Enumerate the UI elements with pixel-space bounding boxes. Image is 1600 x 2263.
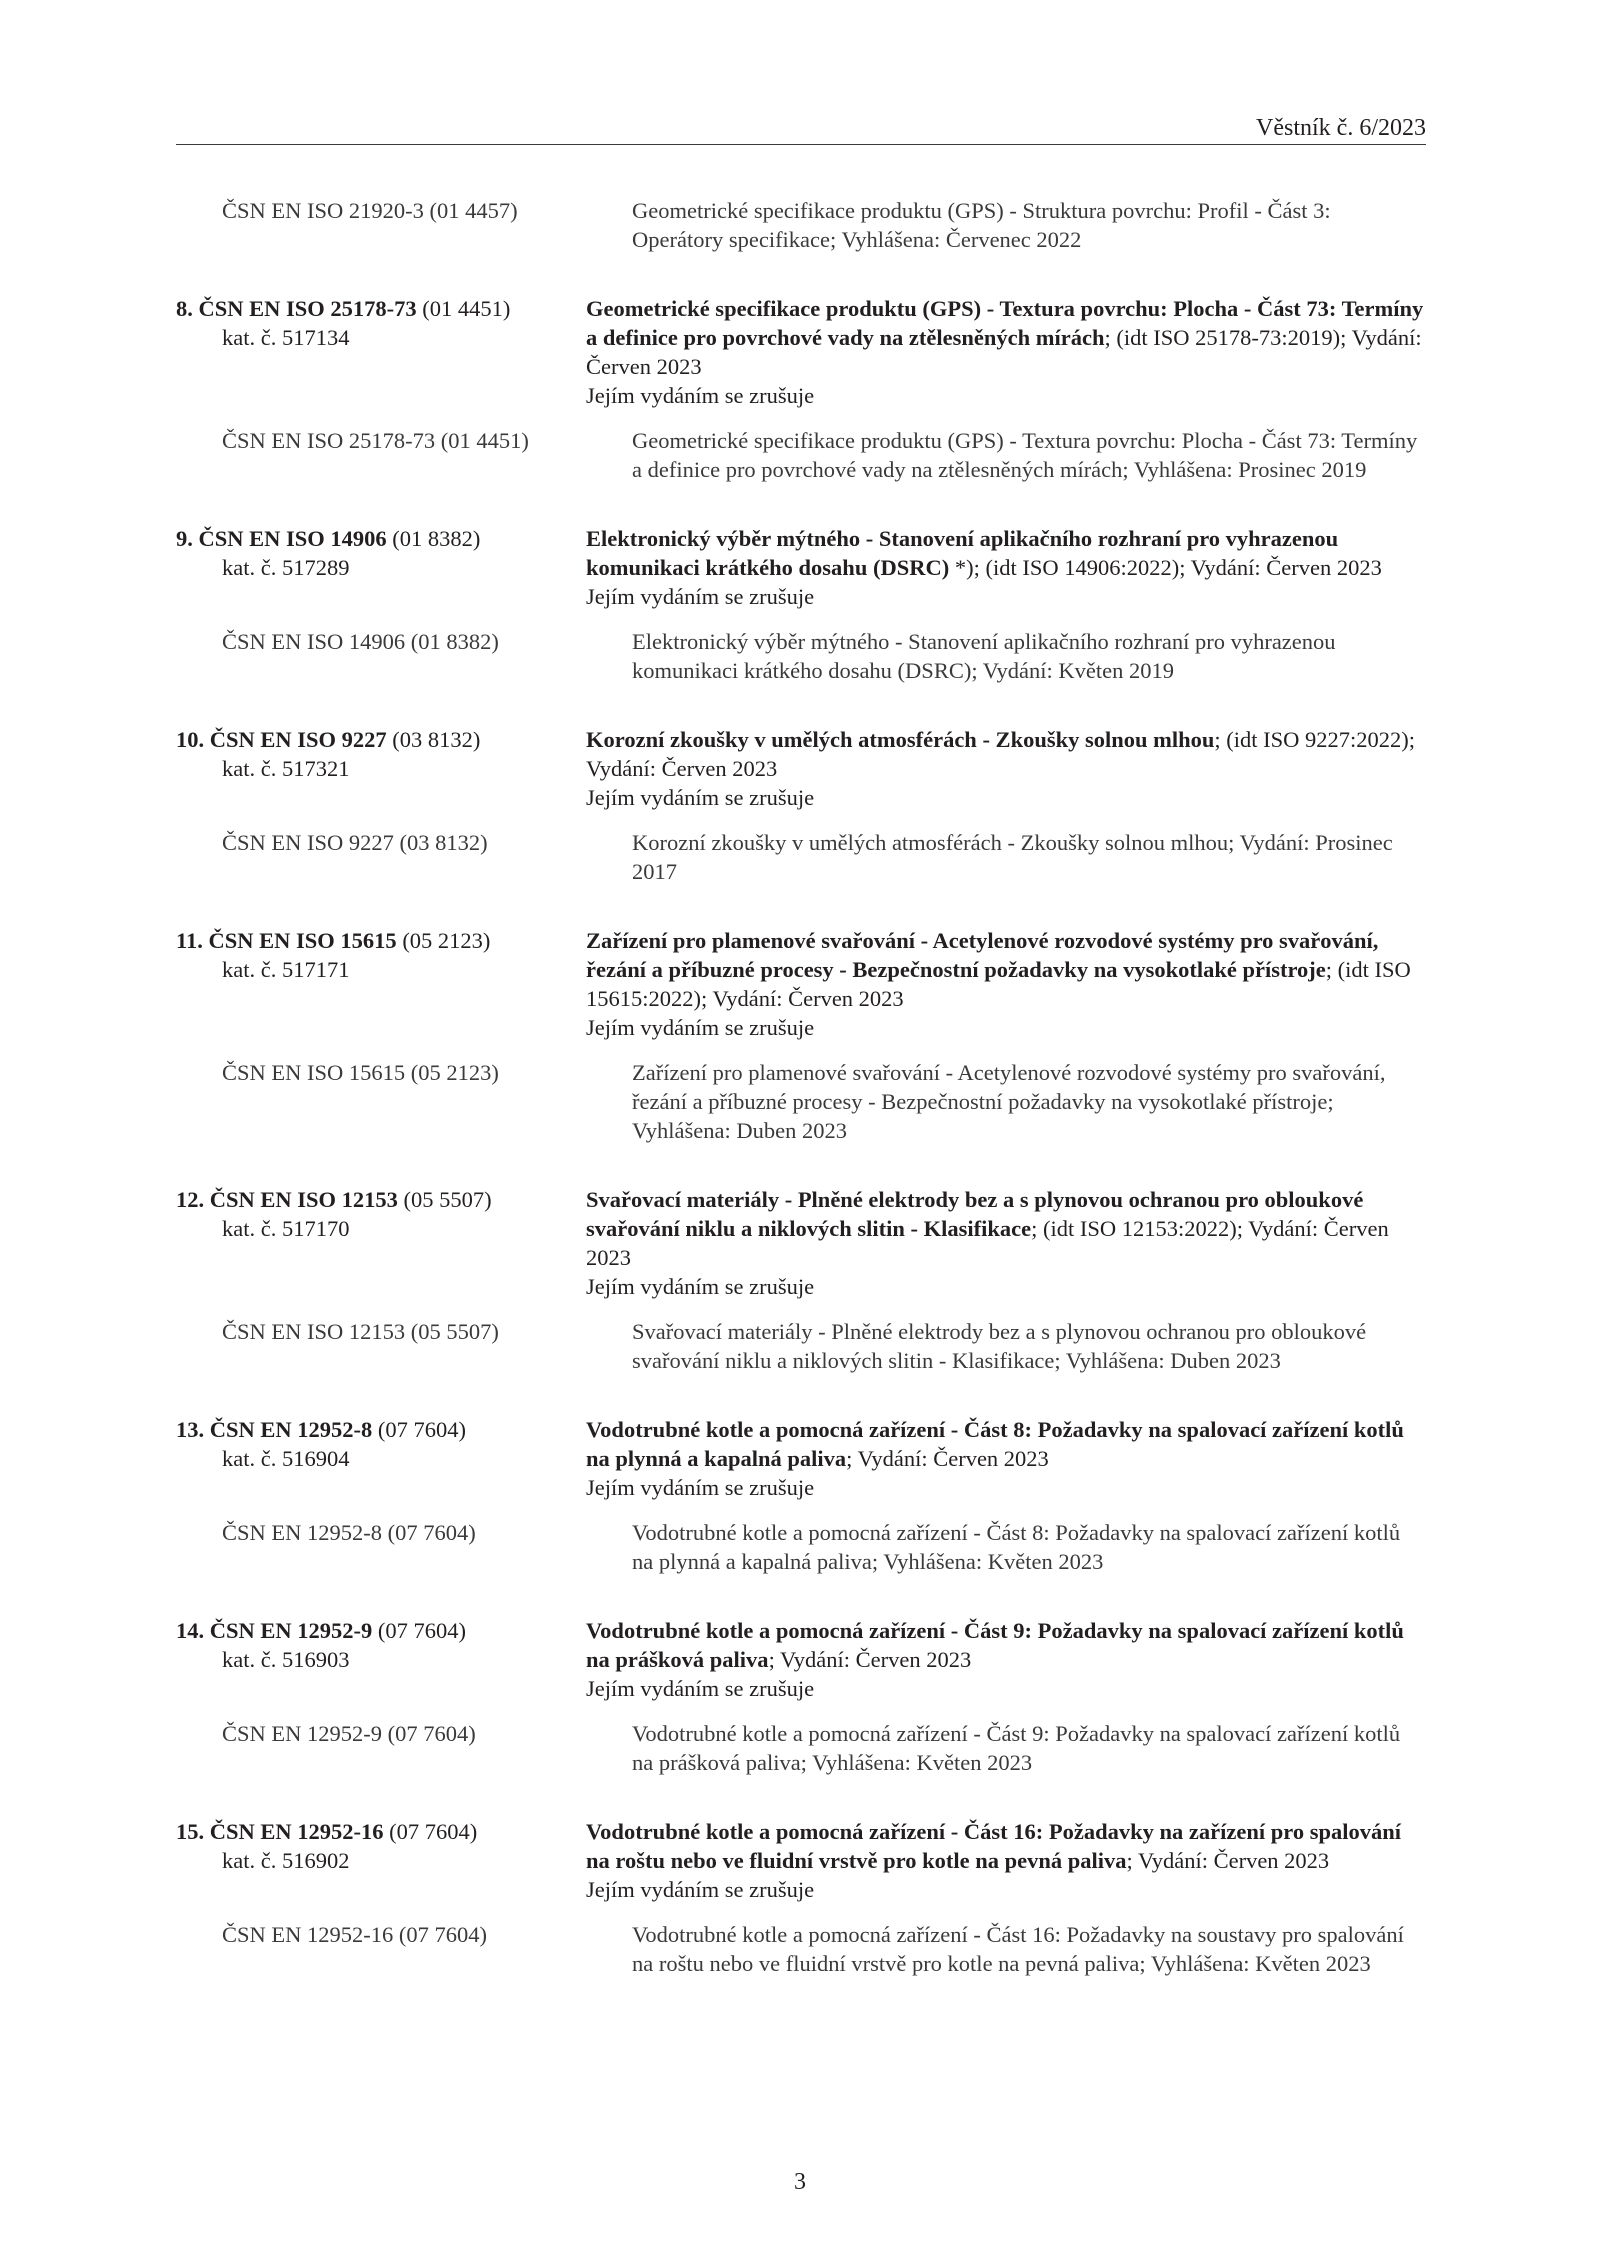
withdrawn-standard-row bbox=[176, 1518, 1426, 1576]
catalog-number: kat. č. 516903 bbox=[222, 1647, 350, 1672]
standard-code: ČSN EN ISO 12153 bbox=[209, 1187, 398, 1212]
supersedes-note: Jejím vydáním se zrušuje bbox=[586, 383, 815, 408]
withdrawn-standard-title: Korozní zkoušky v umělých atmosférách - Zkoušky solnou mlhou; Vydání: Prosinec 2017 bbox=[632, 830, 1393, 884]
entry-number: 15. bbox=[176, 1819, 205, 1844]
entry-spacer bbox=[176, 484, 1426, 524]
entry-spacer bbox=[176, 1375, 1426, 1415]
new-standard-id bbox=[176, 524, 586, 611]
withdrawn-standard-title: Svařovací materiály - Plněné elektrody bez a s plynovou ochranou pro obloukové svařování niklu a niklových slitin - Klasifikace; Vyhlášena: Duben 2023 bbox=[632, 1319, 1367, 1373]
withdrawn-standard-row bbox=[176, 1920, 1426, 1978]
lead-standard-code: ČSN EN ISO 21920-3 (01 4457) bbox=[222, 198, 518, 223]
standard-title: Elektronický výběr mýtného - Stanovení aplikačního rozhraní pro vyhrazenou komunikaci krátkého dosahu (DSRC) bbox=[586, 526, 1339, 580]
new-standard-id bbox=[176, 1616, 586, 1703]
new-standard-text bbox=[586, 725, 1426, 812]
new-standard-id bbox=[176, 1185, 586, 1301]
supersedes-note: Jejím vydáním se zrušuje bbox=[586, 584, 815, 609]
standard-details: ; (idt ISO 9227:2022); Vydání: Červen 2023 bbox=[586, 727, 1416, 781]
entry-number: 8. bbox=[176, 296, 193, 321]
standard-code: ČSN EN ISO 14906 bbox=[198, 526, 387, 551]
standard-details: ; (idt ISO 12153:2022); Vydání: Červen 2023 bbox=[586, 1216, 1389, 1270]
supersedes-note: Jejím vydáním se zrušuje bbox=[586, 785, 815, 810]
new-standard-id bbox=[176, 725, 586, 812]
entry-number: 14. bbox=[176, 1618, 205, 1643]
new-standard-id bbox=[176, 1415, 586, 1502]
supersedes-note: Jejím vydáním se zrušuje bbox=[586, 1274, 815, 1299]
standard-entry bbox=[176, 886, 1426, 1145]
old-spacer bbox=[176, 1904, 1426, 1920]
new-standard-row bbox=[176, 1817, 1426, 1904]
standard-title: Zařízení pro plamenové svařování - Acetylenové rozvodové systémy pro svařování, řezání a příbuzné procesy - Bezpečnostní požadavky na vysokotlaké přístroje bbox=[586, 928, 1379, 982]
new-standard-id bbox=[176, 926, 586, 1042]
new-standard-text bbox=[586, 1817, 1426, 1904]
catalog-number: kat. č. 517170 bbox=[222, 1216, 350, 1241]
standard-title: Vodotrubné kotle a pomocná zařízení - Část 16: Požadavky na zařízení pro spalování na roštu nebo ve fluidní vrstvě pro kotle na pevná paliva bbox=[586, 1819, 1402, 1873]
withdrawn-standard-code: ČSN EN 12952-16 (07 7604) bbox=[222, 1922, 487, 1947]
entry-spacer bbox=[176, 1777, 1426, 1817]
new-standard-text bbox=[586, 524, 1426, 611]
new-standard-row bbox=[176, 1616, 1426, 1703]
supersedes-note: Jejím vydáním se zrušuje bbox=[586, 1877, 815, 1902]
catalog-number: kat. č. 516902 bbox=[222, 1848, 350, 1873]
entry-number: 13. bbox=[176, 1417, 205, 1442]
entry-spacer bbox=[176, 685, 1426, 725]
standard-entry bbox=[176, 1145, 1426, 1375]
new-standard-row bbox=[176, 524, 1426, 611]
entry-spacer bbox=[176, 1576, 1426, 1616]
entry-spacer bbox=[176, 886, 1426, 926]
classification-code: (05 5507) bbox=[403, 1187, 492, 1212]
new-standard-text bbox=[586, 1616, 1426, 1703]
standard-details: ; (idt ISO 15615:2022); Vydání: Červen 2023 bbox=[586, 957, 1411, 1011]
entry-number: 12. bbox=[176, 1187, 205, 1212]
classification-code: (05 2123) bbox=[402, 928, 491, 953]
withdrawn-standard-row bbox=[176, 1058, 1426, 1145]
standards-list bbox=[176, 196, 1426, 1978]
catalog-number: kat. č. 517134 bbox=[222, 325, 350, 350]
catalog-number: kat. č. 517171 bbox=[222, 957, 350, 982]
supersedes-note: Jejím vydáním se zrušuje bbox=[586, 1676, 815, 1701]
classification-code: (07 7604) bbox=[389, 1819, 478, 1844]
standard-entry bbox=[176, 1777, 1426, 1978]
entry-number: 9. bbox=[176, 526, 193, 551]
standard-code: ČSN EN ISO 9227 bbox=[209, 727, 387, 752]
old-spacer bbox=[176, 812, 1426, 828]
withdrawn-standard-row bbox=[176, 426, 1426, 484]
standard-title: Vodotrubné kotle a pomocná zařízení - Část 9: Požadavky na spalovací zařízení kotlů na prášková paliva bbox=[586, 1618, 1404, 1672]
new-standard-row bbox=[176, 1415, 1426, 1502]
classification-code: (01 4451) bbox=[422, 296, 511, 321]
standard-title: Korozní zkoušky v umělých atmosférách - Zkoušky solnou mlhou bbox=[586, 727, 1215, 752]
old-spacer bbox=[176, 1042, 1426, 1058]
standard-code: ČSN EN 12952-9 bbox=[209, 1618, 373, 1643]
page-number: 3 bbox=[794, 2169, 806, 2195]
standard-entry bbox=[176, 1375, 1426, 1576]
new-standard-id bbox=[176, 294, 586, 410]
withdrawn-standard-title: Vodotrubné kotle a pomocná zařízení - Část 16: Požadavky na soustavy pro spalování na roštu nebo ve fluidní vrstvě pro kotle na pevná paliva; Vyhlášena: Květen 2023 bbox=[632, 1922, 1404, 1976]
standard-details: ; Vydání: Červen 2023 bbox=[1126, 1848, 1330, 1873]
old-spacer bbox=[176, 1703, 1426, 1719]
old-spacer bbox=[176, 1301, 1426, 1317]
lead-entry bbox=[176, 196, 1426, 254]
standard-entry bbox=[176, 484, 1426, 685]
standard-entry bbox=[176, 685, 1426, 886]
old-spacer bbox=[176, 611, 1426, 627]
catalog-number: kat. č. 517289 bbox=[222, 555, 350, 580]
standard-title: Svařovací materiály - Plněné elektrody bez a s plynovou ochranou pro obloukové svařování niklu a niklových slitin - Klasifikace bbox=[586, 1187, 1364, 1241]
standard-details: ; (idt ISO 25178-73:2019); Vydání: Červen 2023 bbox=[586, 325, 1422, 379]
standard-title: Vodotrubné kotle a pomocná zařízení - Část 8: Požadavky na spalovací zařízení kotlů na plynná a kapalná paliva bbox=[586, 1417, 1404, 1471]
withdrawn-standard-code: ČSN EN ISO 9227 (03 8132) bbox=[222, 830, 488, 855]
standard-title: Geometrické specifikace produktu (GPS) - Textura povrchu: Plocha - Část 73: Termíny a definice pro povrchové vady na ztělesněných mírách bbox=[586, 296, 1424, 350]
withdrawn-standard-code: ČSN EN ISO 14906 (01 8382) bbox=[222, 629, 499, 654]
withdrawn-standard-code: ČSN EN ISO 12153 (05 5507) bbox=[222, 1319, 499, 1344]
withdrawn-standard-title: Vodotrubné kotle a pomocná zařízení - Část 8: Požadavky na spalovací zařízení kotlů na plynná a kapalná paliva; Vyhlášena: Květen 2023 bbox=[632, 1520, 1401, 1574]
catalog-number: kat. č. 516904 bbox=[222, 1446, 350, 1471]
withdrawn-standard-code: ČSN EN ISO 15615 (05 2123) bbox=[222, 1060, 499, 1085]
withdrawn-standard-code: ČSN EN ISO 25178-73 (01 4451) bbox=[222, 428, 529, 453]
classification-code: (07 7604) bbox=[377, 1618, 467, 1643]
withdrawn-standard-title: Geometrické specifikace produktu (GPS) - Textura povrchu: Plocha - Část 73: Termíny a definice pro povrchové vady na ztělesněných mírách; Vyhlášena: Prosinec 2019 bbox=[632, 428, 1418, 482]
new-standard-text bbox=[586, 294, 1426, 410]
new-standard-row bbox=[176, 1185, 1426, 1301]
classification-code: (01 8382) bbox=[392, 526, 481, 551]
new-standard-text bbox=[586, 926, 1426, 1042]
old-spacer bbox=[176, 410, 1426, 426]
withdrawn-standard-title: Elektronický výběr mýtného - Stanovení aplikačního rozhraní pro vyhrazenou komunikaci krátkého dosahu (DSRC); Vydání: Květen 2019 bbox=[632, 629, 1336, 683]
standard-details: *); (idt ISO 14906:2022); Vydání: Červen 2023 bbox=[949, 555, 1382, 580]
entry-number: 10. bbox=[176, 727, 205, 752]
supersedes-note: Jejím vydáním se zrušuje bbox=[586, 1475, 815, 1500]
withdrawn-standard-row bbox=[176, 828, 1426, 886]
standard-code: ČSN EN 12952-8 bbox=[209, 1417, 373, 1442]
standard-details: ; Vydání: Červen 2023 bbox=[768, 1647, 972, 1672]
standard-entry bbox=[176, 1576, 1426, 1777]
withdrawn-standard-title: Vodotrubné kotle a pomocná zařízení - Část 9: Požadavky na spalovací zařízení kotlů na prášková paliva; Vyhlášena: Květen 2023 bbox=[632, 1721, 1401, 1775]
entries-container bbox=[176, 254, 1426, 1978]
standard-entry bbox=[176, 254, 1426, 484]
standard-code: ČSN EN ISO 25178-73 bbox=[198, 296, 417, 321]
lead-standard-title: Geometrické specifikace produktu (GPS) - Struktura povrchu: Profil - Část 3: Operátory specifikace; Vyhlášena: Červenec 2022 bbox=[632, 198, 1331, 252]
entry-spacer bbox=[176, 1145, 1426, 1185]
new-standard-text bbox=[586, 1415, 1426, 1502]
new-standard-id bbox=[176, 1817, 586, 1904]
old-spacer bbox=[176, 1502, 1426, 1518]
standard-code: ČSN EN ISO 15615 bbox=[208, 928, 397, 953]
withdrawn-standard-row bbox=[176, 1719, 1426, 1777]
withdrawn-standard-row bbox=[176, 1317, 1426, 1375]
withdrawn-standard-row bbox=[176, 627, 1426, 685]
withdrawn-standard-title: Zařízení pro plamenové svařování - Acetylenové rozvodové systémy pro svařování, řezání a příbuzné procesy - Bezpečnostní požadavky na vysokotlaké přístroje; Vyhlášena: Duben 2023 bbox=[632, 1060, 1386, 1143]
new-standard-row bbox=[176, 926, 1426, 1042]
standard-code: ČSN EN 12952-16 bbox=[209, 1819, 384, 1844]
withdrawn-standard-code: ČSN EN 12952-9 (07 7604) bbox=[222, 1721, 476, 1746]
supersedes-note: Jejím vydáním se zrušuje bbox=[586, 1015, 815, 1040]
new-standard-row bbox=[176, 294, 1426, 410]
catalog-number: kat. č. 517321 bbox=[222, 756, 350, 781]
page-header bbox=[176, 112, 1426, 145]
journal-title: Věstník č. 6/2023 bbox=[1256, 115, 1426, 141]
withdrawn-standard-code: ČSN EN 12952-8 (07 7604) bbox=[222, 1520, 476, 1545]
classification-code: (03 8132) bbox=[392, 727, 481, 752]
standard-details: ; Vydání: Červen 2023 bbox=[846, 1446, 1049, 1471]
new-standard-text bbox=[586, 1185, 1426, 1301]
entry-number: 11. bbox=[176, 928, 203, 953]
classification-code: (07 7604) bbox=[377, 1417, 467, 1442]
entry-spacer bbox=[176, 254, 1426, 294]
new-standard-row bbox=[176, 725, 1426, 812]
